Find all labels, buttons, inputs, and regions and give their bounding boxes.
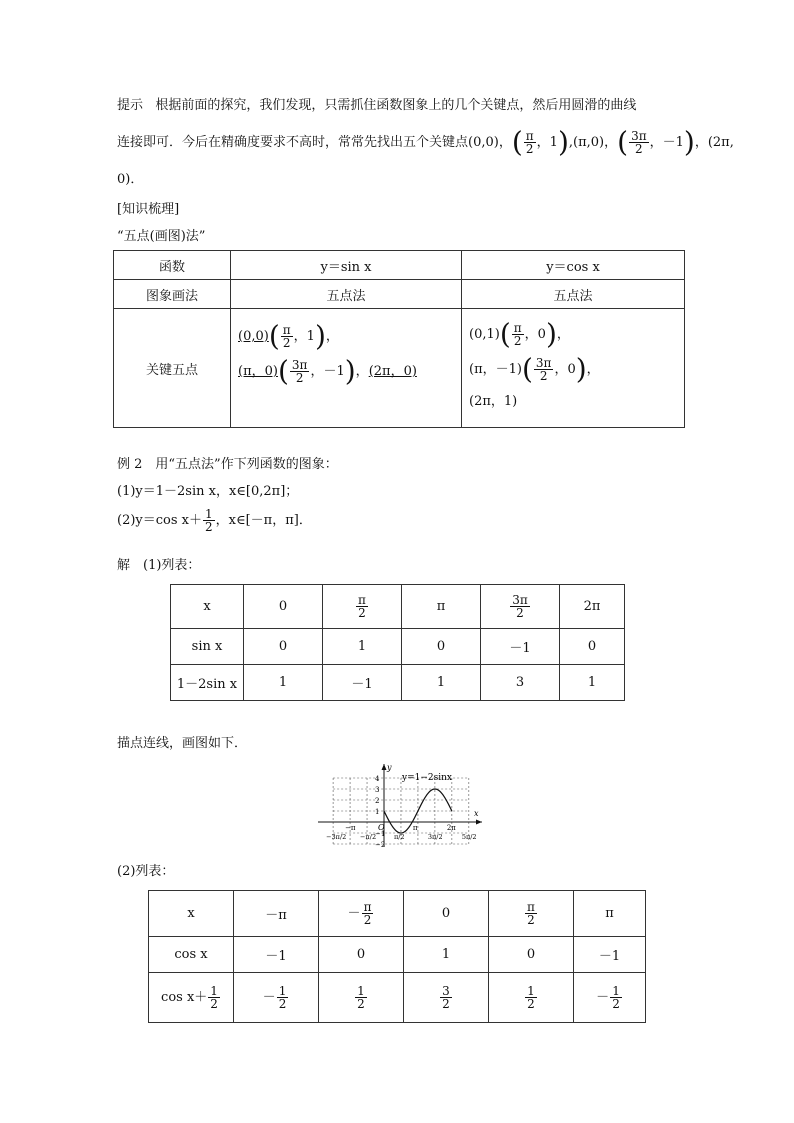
x-arrow-icon <box>476 820 482 825</box>
origin-label: O <box>378 823 385 832</box>
y-tick-label: −2 <box>375 841 386 849</box>
y-tick-label: 4 <box>375 775 380 783</box>
x-tick-frac-label: π/2 <box>393 833 405 841</box>
x-tick-label: −π <box>345 824 356 832</box>
x-tick-frac-label: 5π/2 <box>461 833 477 841</box>
cos-key-points: (0,1)( $\frac{\pi}{2}$ ，0)， (π，－1)( $\frac{3\pi}{2}$ ，0)， (2π，1) <box>462 309 685 428</box>
x-tick-frac-label: −3π/2 <box>326 833 347 841</box>
y-tick-label: 1 <box>375 808 380 816</box>
sin-key-points: (0,0)( $\frac{\pi}{2}$ ，1)， (π，0)( $\frac{3\pi}{2}$ ，－1)，(2π，0) <box>231 309 462 428</box>
section-title: [知识梳理] <box>117 202 180 217</box>
example-q1: (1)y＝1－2sin x，x∈[0,2π]； <box>117 484 299 499</box>
hint-text-1: 根据前面的探究，我们发现，只需抓住函数图象上的几个关键点，然后用圆滑的曲线 <box>155 98 637 113</box>
hint-line-1 <box>117 96 687 116</box>
hint-line-2: 连接即可．今后在精确度要求不高时，常常先找出五个关键点(0,0)，( $\frac{\pi}{2}$ ，1),(π,0)，( $\frac{3\pi}{2}$ ，－1)，(2π, <box>117 125 734 159</box>
y-tick-label: −1 <box>375 830 386 838</box>
hint-label: 提示 <box>117 98 144 113</box>
example-q2: (2)y＝cos x＋ $\frac{1}{2}$ ，x∈[－π，π]． <box>117 507 312 534</box>
hint-text-2a: 连接即可．今后在精确度要求不高时，常常先找出五个关键点(0,0)， <box>117 135 512 150</box>
y-tick-label: 2 <box>375 797 380 805</box>
y-tick-label: 3 <box>375 786 380 794</box>
solution-label: 解 (1)列表： <box>117 558 201 573</box>
x-tick-frac-label: 3π/2 <box>427 833 443 841</box>
function-label: y=1−2sinx <box>402 773 452 783</box>
hint-line-3: 0)． <box>117 172 144 187</box>
frac-3pi-2: $\frac{3\pi}{2}$ <box>631 129 647 156</box>
plot-text: 描点连线，画图如下． <box>117 736 248 751</box>
value-table-2: x －π － $\frac{\pi}{2}$ 0 $\frac{\pi}{2}$ π cos x －1 0 1 0 －1 cos x＋ $\frac{1}{2}$ － $\frac{1}{2}$ $\frac{1}{2}$ $\frac{3}{2}$ $\frac{1}{2}$ － $\frac{1}{2}$ <box>148 890 646 1023</box>
x-axis-label: x <box>474 809 479 818</box>
value-table-1: x 0 $\frac{\pi}{2}$ π $\frac{3\pi}{2}$ 2π sin x 0 1 0 －1 0 1－2sin x 1 －1 1 3 1 <box>170 584 625 701</box>
five-point-table: 函数 y＝sin x y＝cos x 图象画法 五点法 五点法 关键五点 (0,0)( $\frac{\pi}{2}$ ，1)， (π，0)( $\frac{3\pi}{2}$ ，－1)，(2π，0) (0,1)( $\frac{\pi}{2}$ ，0)， (π，－1)( $\frac{3\pi}{2}$ ，0)， (2π，1) <box>113 250 685 428</box>
sine-graph <box>310 760 490 850</box>
frac-pi-2: $\frac{\pi}{2}$ <box>525 129 534 156</box>
y-arrow-icon <box>382 764 387 770</box>
x-tick-label: π <box>412 824 418 832</box>
solution-label-2: (2)列表： <box>117 864 175 879</box>
section-subtitle: “五点(画图)法” <box>117 229 206 244</box>
x-tick-frac-label: −π/2 <box>360 833 377 841</box>
x-tick-label: 2π <box>446 824 456 832</box>
y-axis-label: y <box>387 763 392 772</box>
example-title: 例 2 用“五点法”作下列函数的图象： <box>117 457 338 472</box>
